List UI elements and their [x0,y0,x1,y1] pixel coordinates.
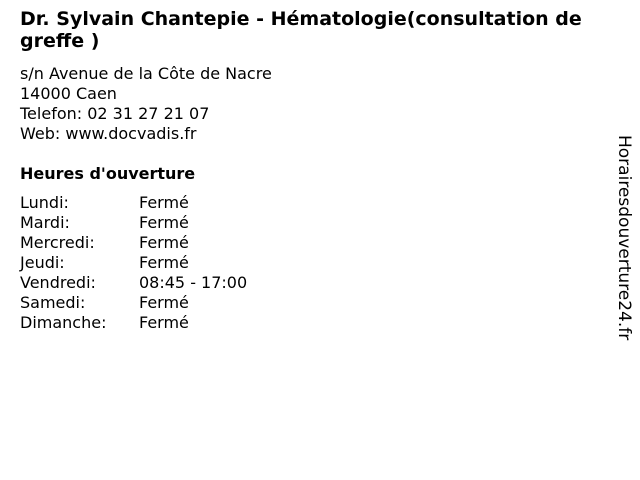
address-block [20,64,272,144]
day-label: Samedi: [20,293,86,312]
day-label: Mercredi: [20,233,95,252]
hours-heading: Heures d'ouverture [20,164,196,183]
hours-value: Fermé [139,253,189,272]
page-title: Dr. Sylvain Chantepie - Hématologie(consultation de greffe ) [20,8,582,52]
hours-row-jeudi [20,253,247,273]
day-label: Jeudi: [20,253,65,272]
opening-hours-table [20,193,247,333]
hours-row-mercredi [20,233,247,253]
hours-value: 08:45 - 17:00 [139,273,248,292]
site-watermark: Horairesdouverture24.fr [614,135,634,341]
hours-row-samedi [20,293,247,313]
hours-value: Fermé [139,313,189,332]
website: Web: www.docvadis.fr [20,124,197,143]
hours-value: Fermé [139,213,189,232]
hours-row-vendredi [20,273,247,293]
hours-value: Fermé [139,293,189,312]
day-label: Mardi: [20,213,70,232]
hours-row-mardi [20,213,247,233]
day-label: Dimanche: [20,313,107,332]
hours-value: Fermé [139,193,189,212]
day-label: Lundi: [20,193,69,212]
day-label: Vendredi: [20,273,96,292]
hours-row-dimanche [20,313,247,333]
hours-value: Fermé [139,233,189,252]
phone-number: Telefon: 02 31 27 21 07 [20,104,210,123]
street-address: s/n Avenue de la Côte de Nacre [20,64,272,83]
city: 14000 Caen [20,84,117,103]
hours-row-lundi [20,193,247,213]
